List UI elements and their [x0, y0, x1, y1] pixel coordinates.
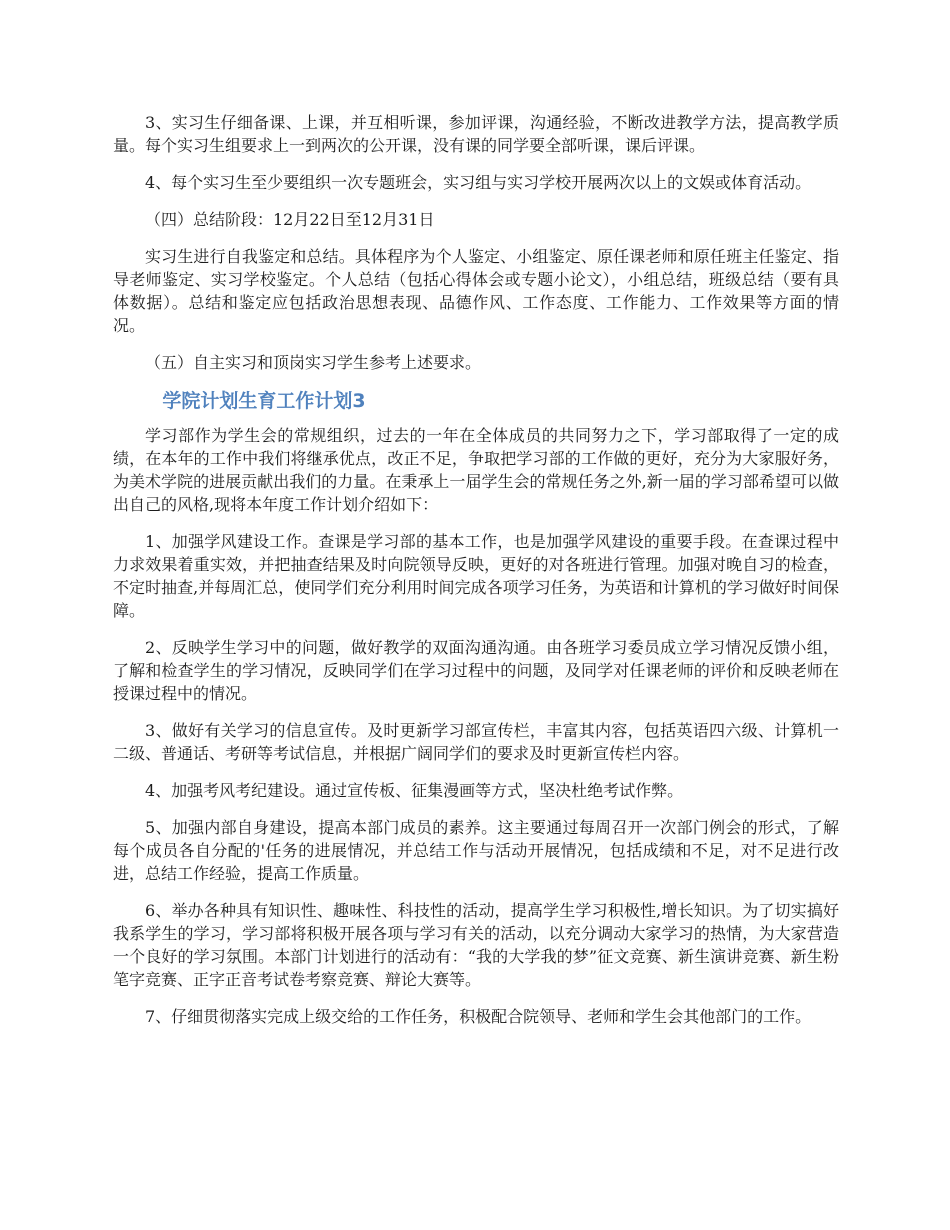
paragraph-plan-1: 1、加强学风建设工作。查课是学习部的基本工作，也是加强学风建设的重要手段。在查课过程中力求效果着重实效，并把抽查结果及时向院领导反映，更好的对各班进行管理。加强对晚自习的检查，不定时抽查,并每周汇总，使同学们充分利用时间完成各项学习任务，为英语和计算机的学习做好时间保障。	[113, 532, 839, 620]
paragraph-plan-6: 6、举办各种具有知识性、趣味性、科技性的活动，提高学生学习积极性,增长知识。为了切实搞好我系学生的学习，学习部将积极开展各项与学习有关的活动，以充分调动大家学习的热情，为大家营造一个良好的学习氛围。本部门计划进行的活动有：“我的大学我的梦”征文竞赛、新生演讲竞赛、新生粉笔字竞赛、正字正音考试卷考察竞赛、辩论大赛等。	[113, 901, 839, 989]
paragraph-intro: 学习部作为学生会的常规组织，过去的一年在全体成员的共同努力之下，学习部取得了一定的成绩，在本年的工作中我们将继承优点，改正不足，争取把学习部的工作做的更好，充分为大家服好务，为美术学院的进展贡献出我们的力量。在秉承上一届学生会的常规任务之外,新一届的学习部希望可以做出自己的风格,现将本年度工作计划介绍如下：	[113, 426, 839, 514]
paragraph-plan-3: 3、做好有关学习的信息宣传。及时更新学习部宣传栏，丰富其内容，包括英语四六级、计算机一二级、普通话、考研等考试信息，并根据广阔同学们的要求及时更新宣传栏内容。	[113, 721, 839, 763]
paragraph-summary-stage: （四）总结阶段：12月22日至12月31日	[145, 210, 435, 229]
paragraph-plan-7: 7、仔细贯彻落实完成上级交给的工作任务，积极配合院领导、老师和学生会其他部门的工作。	[145, 1007, 812, 1026]
document-body	[113, 111, 839, 1042]
paragraph-plan-5: 5、加强内部自身建设，提高本部门成员的素养。这主要通过每周召开一次部门例会的形式，了解每个成员各自分配的'任务的进展情况，并总结工作与活动开展情况，包括成绩和不足，对不足进行改进，总结工作经验，提高工作质量。	[113, 818, 839, 883]
paragraph-independent-internship: （五）自主实习和顶岗实习学生参考上述要求。	[145, 353, 482, 372]
section-heading: 学院计划生育工作计划3	[162, 390, 366, 412]
paragraph-item-4-class-meeting: 4、每个实习生至少要组织一次专题班会，实习组与实习学校开展两次以上的文娱或体育活动。	[145, 173, 812, 192]
paragraph-item-3-lesson-prep: 3、实习生仔细备课、上课，并互相听课，参加评课，沟通经验，不断改进教学方法，提高教学质量。每个实习生组要求上一到两次的公开课，没有课的同学要全部听课，课后评课。	[113, 113, 839, 155]
paragraph-plan-4: 4、加强考风考纪建设。通过宣传板、征集漫画等方式，坚决杜绝考试作弊。	[145, 781, 684, 800]
paragraph-plan-2: 2、反映学生学习中的问题，做好教学的双面沟通沟通。由各班学习委员成立学习情况反馈小组，了解和检查学生的学习情况，反映同学们在学习过程中的问题，及同学对任课老师的评价和反映老师在授课过程中的情况。	[113, 638, 839, 703]
paragraph-self-assessment: 实习生进行自我鉴定和总结。具体程序为个人鉴定、小组鉴定、原任课老师和原任班主任鉴定、指导老师鉴定、实习学校鉴定。个人总结（包括心得体会或专题小论文），小组总结，班级总结（要有具体数据）。总结和鉴定应包括政治思想表现、品德作风、工作态度、工作能力、工作效果等方面的情况。	[113, 247, 839, 335]
